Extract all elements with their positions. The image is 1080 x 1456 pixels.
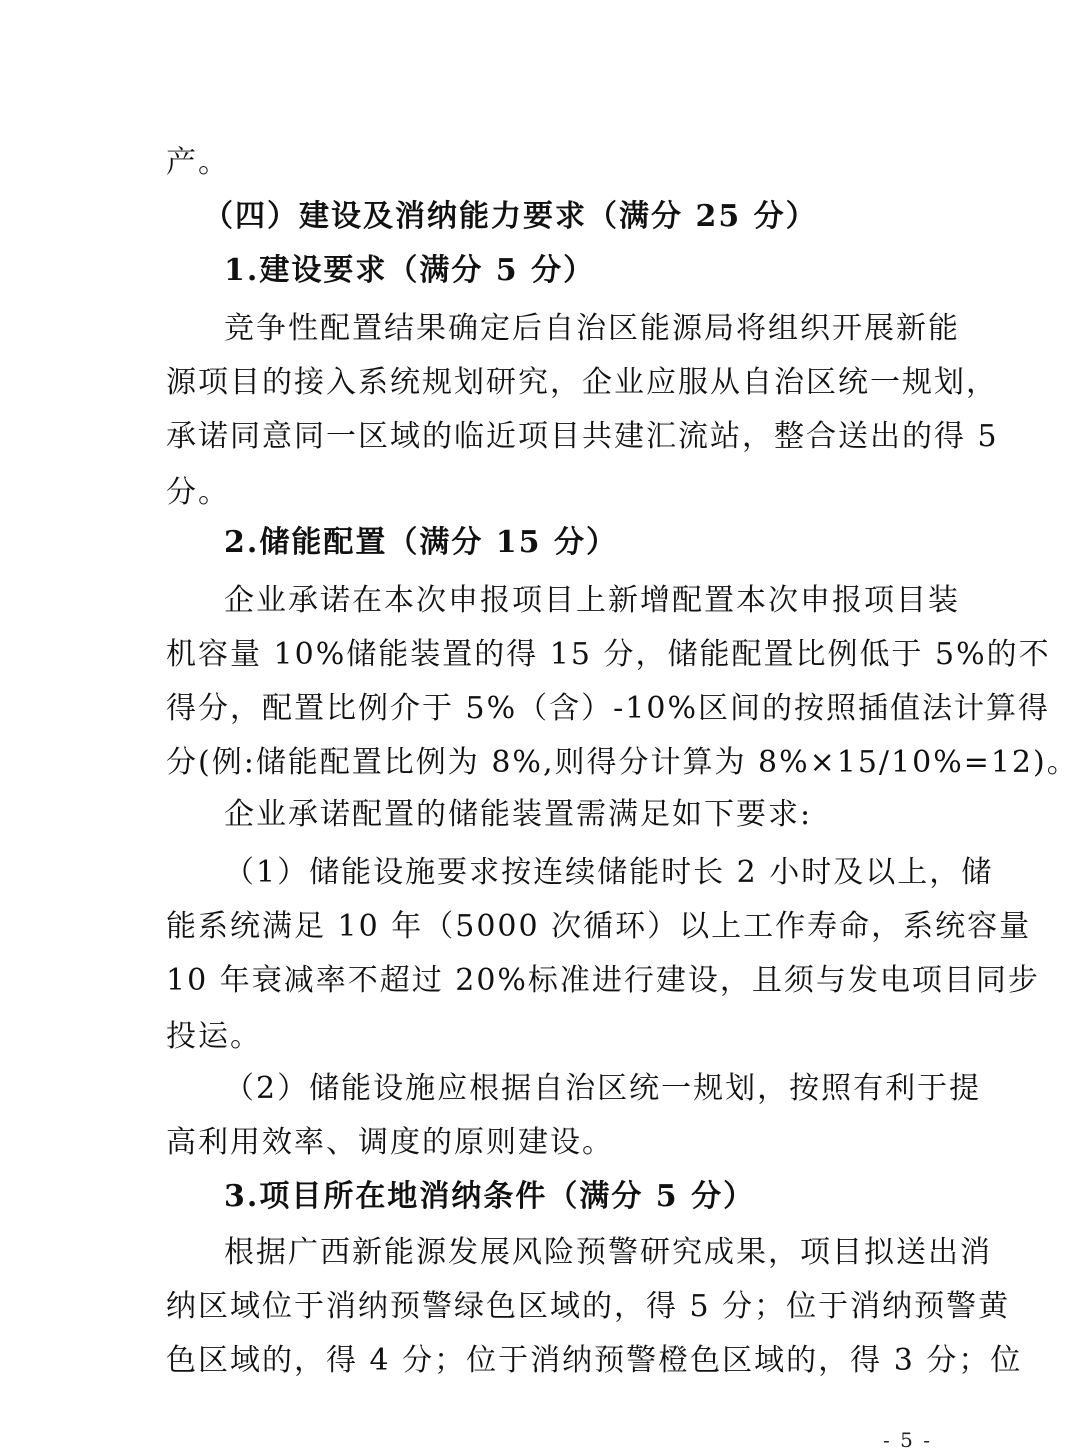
text-line: 纳区域位于消纳预警绿色区域的，得 5 分；位于消纳预警黄: [166, 1289, 1011, 1324]
text-line: 分。: [166, 475, 230, 510]
text-line: 高利用效率、调度的原则建设。: [166, 1125, 614, 1160]
text-line: （1）储能设施要求按连续储能时长 2 小时及以上，储: [224, 855, 994, 890]
text-line: 10 年衰减率不超过 20%标准进行建设，且须与发电项目同步: [166, 963, 1040, 998]
text-line: 机容量 10%储能装置的得 15 分，储能配置比例低于 5%的不: [166, 637, 1051, 672]
section-heading: （四）建设及消纳能力要求（满分 25 分）: [203, 199, 818, 234]
text-line: 根据广西新能源发展风险预警研究成果，项目拟送出消: [224, 1235, 992, 1270]
text-line: 产。: [166, 145, 230, 180]
text-line: （2）储能设施应根据自治区统一规划，按照有利于提: [224, 1071, 982, 1106]
subsection-heading: 3.项目所在地消纳条件（满分 5 分）: [224, 1179, 756, 1214]
text-line: 承诺同意同一区域的临近项目共建汇流站，整合送出的得 5: [166, 419, 999, 454]
text-line: 企业承诺在本次申报项目上新增配置本次申报项目装: [224, 583, 960, 618]
text-line: 分(例:储能配置比例为 8%,则得分计算为 8%×15/10%=12)。: [166, 745, 1079, 780]
text-line: 得分，配置比例介于 5%（含）-10%区间的按照插值法计算得: [166, 691, 1050, 726]
text-line: 企业承诺配置的储能装置需满足如下要求:: [224, 797, 813, 832]
page-number: - 5 -: [883, 1428, 932, 1452]
text-line: 竞争性配置结果确定后自治区能源局将组织开展新能: [224, 311, 960, 346]
subsection-heading: 1.建设要求（满分 5 分）: [224, 253, 596, 288]
text-line: 源项目的接入系统规划研究，企业应服从自治区统一规划，: [166, 365, 998, 400]
text-line: 能系统满足 10 年（5000 次循环）以上工作寿命，系统容量: [166, 909, 1032, 944]
text-line: 投运。: [166, 1019, 262, 1054]
text-line: 色区域的，得 4 分；位于消纳预警橙色区域的，得 3 分；位: [166, 1343, 1023, 1378]
subsection-heading: 2.储能配置（满分 15 分）: [224, 525, 618, 560]
